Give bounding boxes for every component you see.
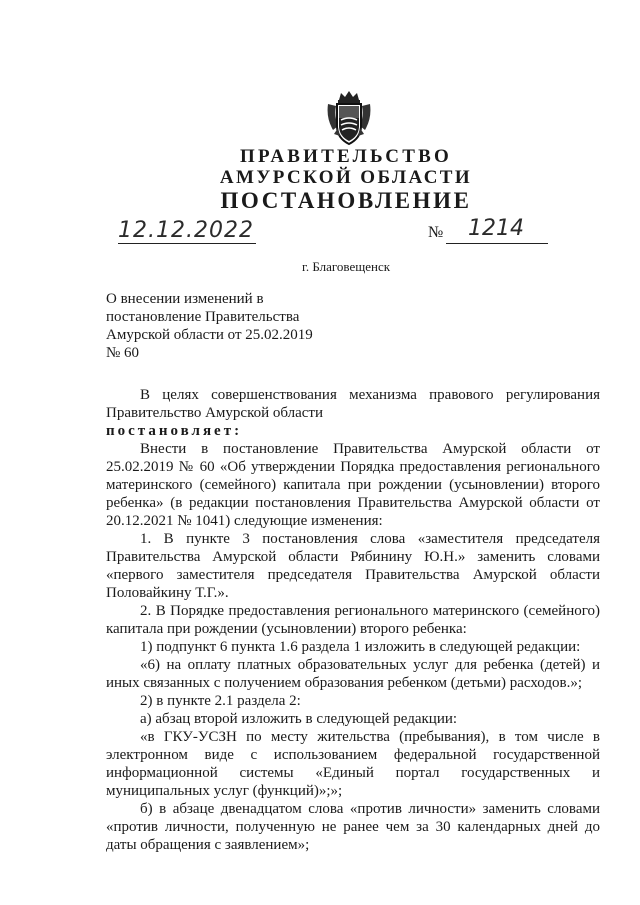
paragraph-subitem-2: 2) в пункте 2.1 раздела 2: <box>140 693 301 709</box>
paragraph-subitem-2a: а) абзац второй изложить в следующей редакции: <box>140 711 458 727</box>
date-underline <box>118 243 256 244</box>
paragraph-subitem-2a-text: «в ГКУ-УСЗН по месту жительства (пребывания), в том числе в электронном виде с использованием федеральной государственной информационной системы «Единый портал государственных и муниципальных услуг (функций)»;»; <box>106 729 600 799</box>
coat-of-arms-emblem <box>324 90 374 148</box>
document-subject: О внесении изменений в постановление Правительства Амурской области от 25.02.2019 № 60 <box>106 291 313 361</box>
city-name: г. Благовещенск <box>301 259 391 274</box>
paragraph-item-2: 2. В Порядке предоставления регионального материнского (семейного) капитала при рождении (усыновлении) второго ребенка: <box>106 603 600 637</box>
paragraph-subitem-1-text: «6) на оплату платных образовательных услуг для ребенка (детей) и иных связанных с получением образования ребенком (детьми) расходов.»; <box>106 657 600 691</box>
paragraph-preamble: В целях совершенствования механизма правового регулирования Правительство Амурской области <box>106 387 600 421</box>
document-date: 12.12.2022 <box>118 218 254 243</box>
document-body <box>106 386 600 854</box>
paragraph-item-1: 1. В пункте 3 постановления слова «заместителя председателя Правительства Амурской области Рябинину Ю.Н.» заменить словами «первого заместителя председателя Правительства Амурской области Половайкину Т.Г.». <box>106 531 600 601</box>
paragraph-subitem-1: 1) подпункт 6 пункта 1.6 раздела 1 изложить в следующей редакции: <box>140 639 581 655</box>
paragraph-subitem-2b: б) в абзаце двенадцатом слова «против личности» заменить словами «против личности, полученную не ранее чем за 30 календарных дней до даты обращения с заявлением»; <box>106 801 600 853</box>
document-type-title: ПОСТАНОВЛЕНИЕ <box>220 188 472 213</box>
resolve-word: постановляет: <box>106 423 243 439</box>
paragraph-main: Внести в постановление Правительства Амурской области от 25.02.2019 № 60 «Об утверждении Порядка предоставления регионального материнского (семейного) капитала при рождении (усыновлении) второго ребенка» (в редакции постановления Правительства Амурской области от 20.12.2021 № 1041) следующие изменения: <box>106 441 600 529</box>
number-underline <box>446 243 548 244</box>
government-title: ПРАВИТЕЛЬСТВО <box>240 146 452 167</box>
document-number: 1214 <box>468 216 524 241</box>
region-title: АМУРСКОЙ ОБЛАСТИ <box>219 167 473 188</box>
number-sign: № <box>428 224 444 241</box>
